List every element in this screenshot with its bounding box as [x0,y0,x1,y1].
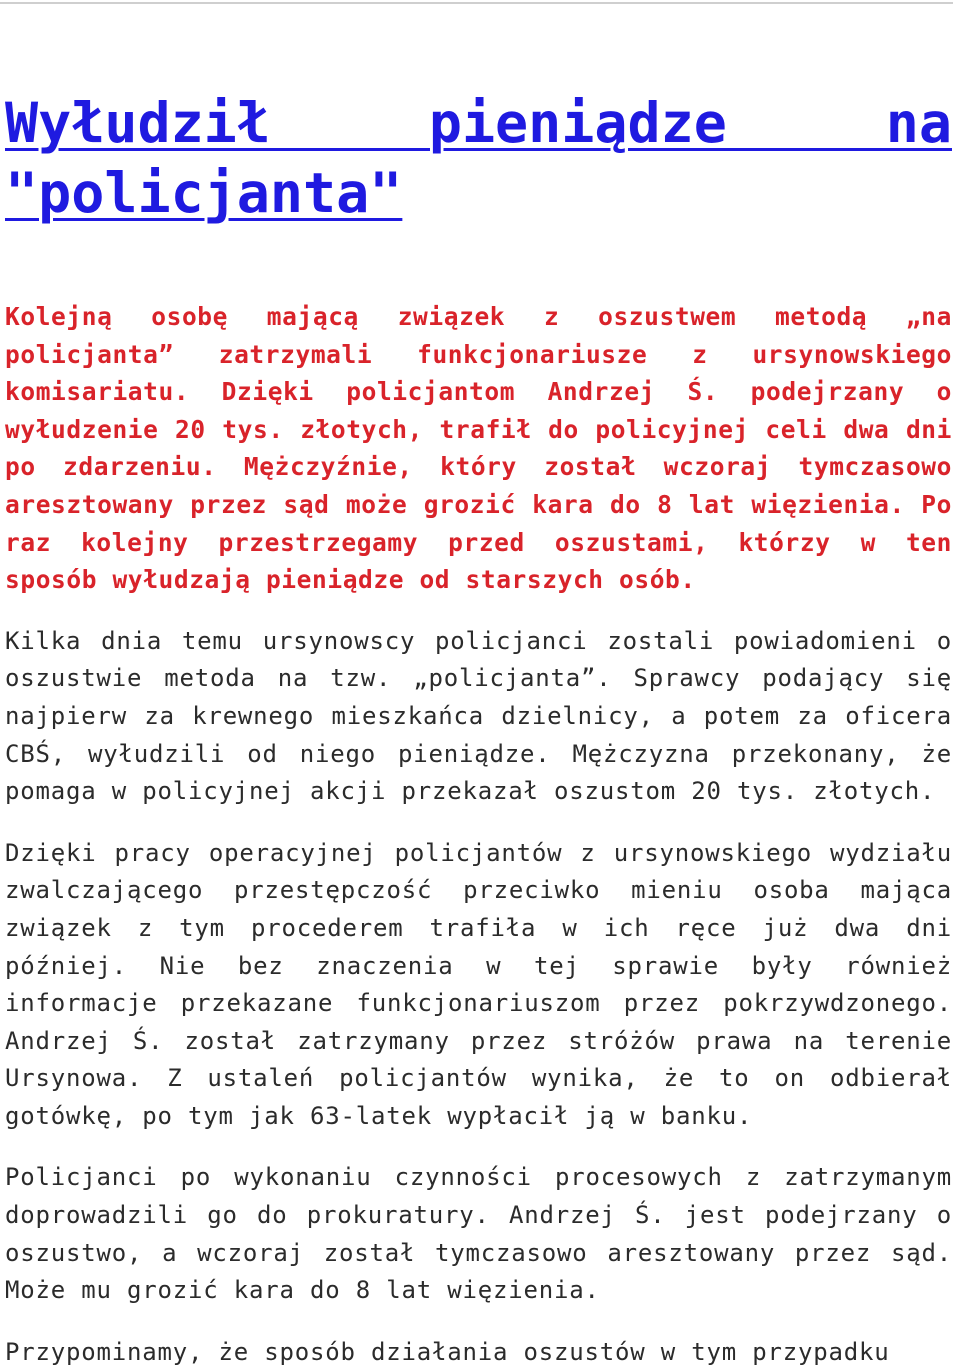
article-paragraph-4: Przypominamy, że sposób działania oszustów w tym przypadku [5,1337,890,1366]
article [5,88,952,1371]
article-title [5,88,952,228]
article-paragraph-2: Dzięki pracy operacyjnej policjantów z ursynowskiego wydziału zwalczającego przestępczość przeciwko mieniu osoba mająca związek z tym procederem trafiła w ich ręce już dwa dni później. Nie bez znaczenia w tej sprawie były również informacje przekazane funkcjonariuszom przez pokrzywdzonego. Andrzej Ś. został zatrzymany przez stróżów prawa na terenie Ursynowa. Z ustaleń policjantów wynika, że to on odbierał gotówkę, po tym jak 63-latek wypłacił ją w banku. [5,838,952,1130]
top-divider [0,2,953,4]
article-lead: Kolejną osobę mającą związek z oszustwem metodą „na policjanta” zatrzymali funkcjonariusze z ursynowskiego komisariatu. Dzięki policjantom Andrzej Ś. podejrzany o wyłudzenie 20 tys. złotych, trafił do policyjnej celi dwa dni po zdarzeniu. Mężczyźnie, który został wczoraj tymczasowo aresztowany przez sąd może grozić kara do 8 lat więzienia. Po raz kolejny przestrzegamy przed oszustami, którzy w ten sposób wyłudzają pieniądze od starszych osób. [5,302,952,595]
article-paragraph-3: Policjanci po wykonaniu czynności procesowych z zatrzymanym doprowadzili go do prokuratury. Andrzej Ś. jest podejrzany o oszustwo, a wczoraj został tymczasowo aresztowany przez sąd. Może mu grozić kara do 8 lat więzienia. [5,1163,952,1305]
article-paragraph-1: Kilka dnia temu ursynowscy policjanci zostali powiadomieni o oszustwie metoda na tzw. „policjanta”. Sprawcy podający się najpierw za krewnego mieszkańca dzielnicy, a potem za oficera CBŚ, wyłudzili od niego pieniądze. Mężczyzna przekonany, że pomaga w policyjnej akcji przekazał oszustom 20 tys. złotych. [5,626,952,806]
article-title-link[interactable]: Wyłudził pieniądze na "policjanta" [5,91,952,225]
